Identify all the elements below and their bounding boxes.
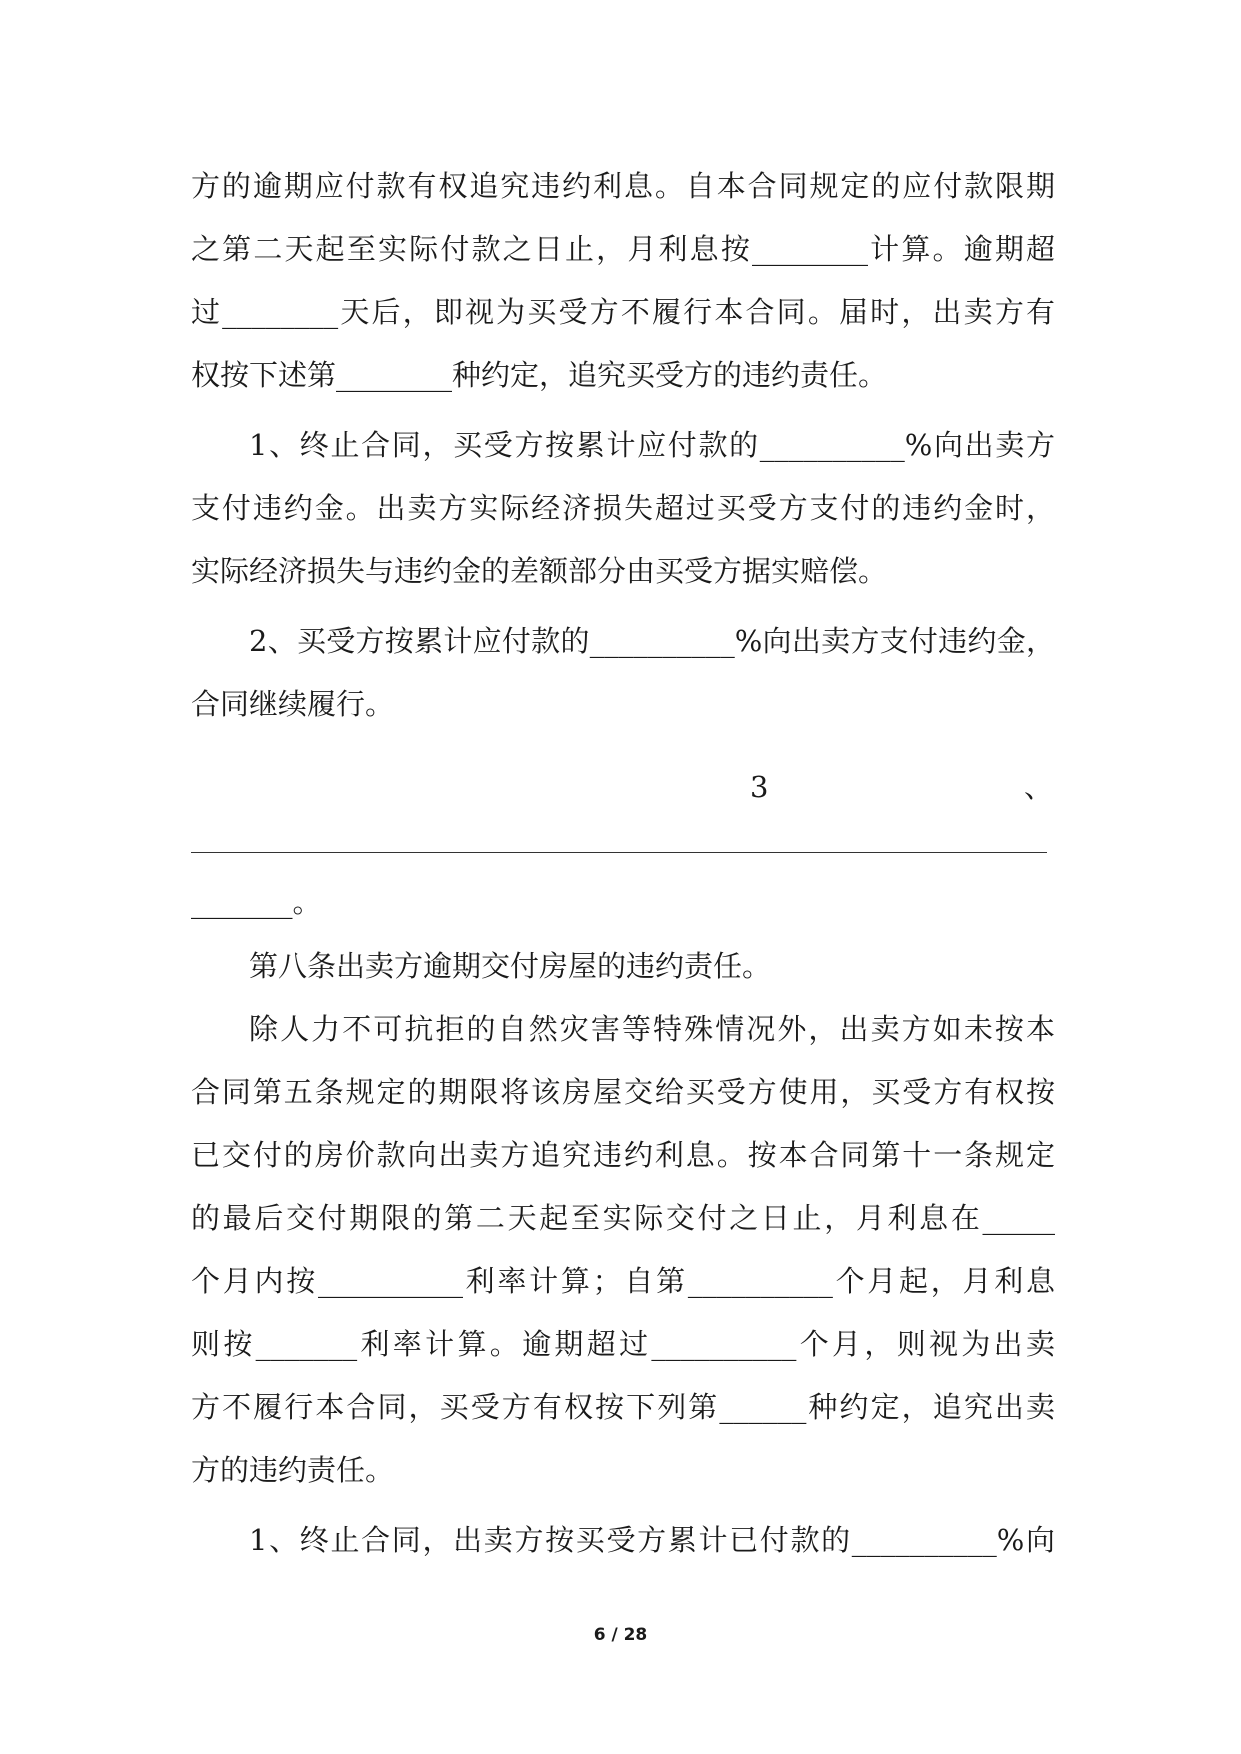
paragraph-line: 已交付的房价款向出卖方追究违约利息。按本合同第十一条规定 [191,1138,1055,1172]
paragraph-line: 个月内按__________利率计算；自第__________个月起，月利息 [191,1264,1055,1298]
list-item-line: 1、终止合同，出卖方按买受方累计已付款的__________%向 [249,1523,1055,1557]
paragraph-line: 方的违约责任。 [191,1453,395,1487]
paragraph-line: 之第二天起至实际付款之日止，月利息按________计算。逾期超 [191,232,1055,266]
paragraph-line: 支付违约金。出卖方实际经济损失超过买受方支付的违约金时， [191,491,1055,525]
paragraph-line: 实际经济损失与违约金的差额部分由买受方据实赔偿。 [191,554,888,588]
paragraph-line: 合同继续履行。 [191,687,395,721]
item-3-number: 3 [750,770,769,804]
list-item-line: 1、终止合同，买受方按累计应付款的__________%向出卖方 [249,428,1055,462]
paragraph-line: 则按_______利率计算。逾期超过__________个月，则视为出卖 [191,1327,1055,1361]
paragraph-line: 方的逾期应付款有权追究违约利息。自本合同规定的应付款限期 [191,169,1055,203]
page-number: 6 / 28 [593,1625,648,1645]
paragraph-line: 除人力不可抗拒的自然灾害等特殊情况外，出卖方如未按本 [249,1012,1055,1046]
paragraph-line: 方不履行本合同，买受方有权按下列第______种约定，追究出卖 [191,1390,1055,1424]
blank-fill-line [191,852,1047,853]
paragraph-line: _______。 [191,885,322,919]
item-3-mark: 、 [1024,770,1054,804]
list-item-line: 2、买受方按累计应付款的__________%向出卖方支付违约金， [249,624,1055,658]
paragraph-line: 过________天后，即视为买受方不履行本合同。届时，出卖方有 [191,295,1055,329]
paragraph-line: 合同第五条规定的期限将该房屋交给买受方使用，买受方有权按 [191,1075,1055,1109]
section-heading: 第八条出卖方逾期交付房屋的违约责任。 [249,949,772,983]
paragraph-line: 的最后交付期限的第二天起至实际交付之日止，月利息在_____ [191,1201,1055,1235]
paragraph-line: 权按下述第________种约定，追究买受方的违约责任。 [191,358,888,392]
